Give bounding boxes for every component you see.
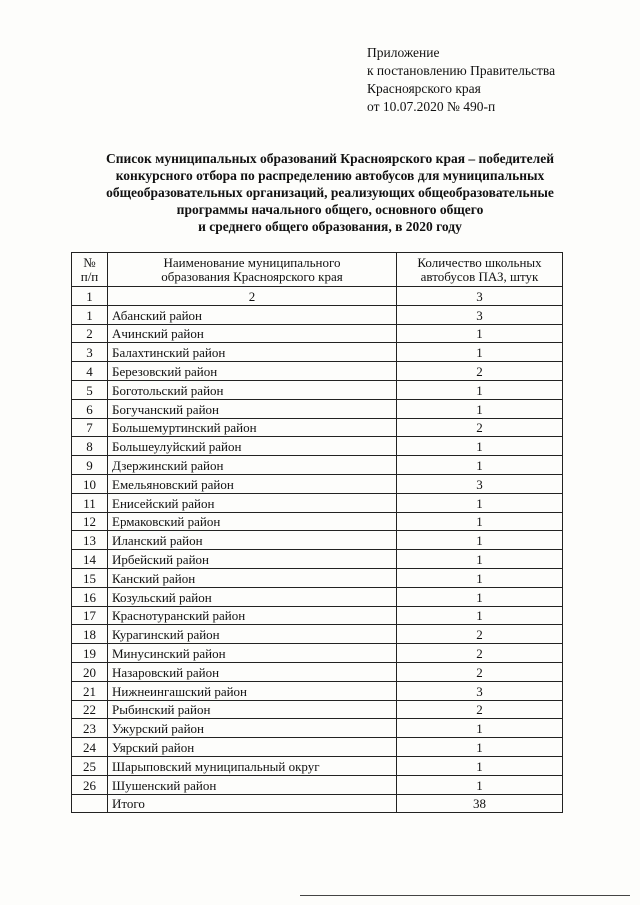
row-num: 6: [72, 399, 108, 418]
row-name: Ирбейский район: [108, 550, 397, 569]
row-count: 3: [397, 681, 563, 700]
row-count: 3: [397, 474, 563, 493]
row-name: Большемуртинский район: [108, 418, 397, 437]
row-count: 1: [397, 343, 563, 362]
row-count: 1: [397, 719, 563, 738]
table-row: [72, 550, 563, 569]
row-num: [72, 794, 108, 813]
row-num: 20: [72, 662, 108, 681]
row-num: 17: [72, 606, 108, 625]
row-num: 16: [72, 587, 108, 606]
title-line: конкурсного отбора по распределению автобусов для муниципальных: [115, 168, 545, 183]
row-name: Дзержинский район: [108, 456, 397, 475]
appendix-line: к постановлению Правительства: [367, 63, 556, 78]
row-num: 23: [72, 719, 108, 738]
title-line: и среднего общего образования, в 2020 году: [198, 219, 462, 234]
row-num: 10: [72, 474, 108, 493]
row-num: 2: [72, 324, 108, 343]
row-num: 22: [72, 700, 108, 719]
row-count: 1: [397, 380, 563, 399]
column-number-row: [72, 287, 563, 306]
row-num: 8: [72, 437, 108, 456]
row-name: Ачинский район: [108, 324, 397, 343]
title-line: Список муниципальных образований Красноярского края – победителей: [105, 151, 555, 166]
row-num: 25: [72, 756, 108, 775]
header-name-line1: Наименование муниципального: [163, 254, 341, 270]
table-row: [72, 512, 563, 531]
row-num: 19: [72, 644, 108, 663]
row-name: Краснотуранский район: [108, 606, 397, 625]
row-num: 11: [72, 493, 108, 512]
row-count: 1: [397, 456, 563, 475]
table-row: [72, 399, 563, 418]
row-num: 4: [72, 362, 108, 381]
row-count: 1: [397, 512, 563, 531]
table-row: [72, 662, 563, 681]
row-count: 1: [397, 568, 563, 587]
row-name: Боготольский район: [108, 380, 397, 399]
header-count: [397, 253, 563, 287]
table-row: [72, 380, 563, 399]
header-num-line2: п/п: [80, 268, 99, 284]
row-num: 18: [72, 625, 108, 644]
row-num: 26: [72, 775, 108, 794]
row-num: 12: [72, 512, 108, 531]
appendix-line: Приложение: [367, 45, 440, 60]
row-name: Богучанский район: [108, 399, 397, 418]
row-name: Березовский район: [108, 362, 397, 381]
table-row: [72, 343, 563, 362]
row-name: Нижнеингашский район: [108, 681, 397, 700]
table-row: [72, 606, 563, 625]
header-count-line1: Количество школьных: [417, 254, 542, 270]
table-row: [72, 681, 563, 700]
row-name: Рыбинский район: [108, 700, 397, 719]
row-num: 1: [72, 305, 108, 324]
row-count: 2: [397, 362, 563, 381]
title-line: общеобразовательных организаций, реализующих общеобразовательные: [106, 185, 554, 200]
row-num: 14: [72, 550, 108, 569]
row-count: 1: [397, 531, 563, 550]
bottom-divider: [300, 895, 630, 896]
row-count: 1: [397, 550, 563, 569]
table-header-row: [72, 253, 563, 287]
appendix-line: от 10.07.2020 № 490-п: [367, 99, 496, 114]
table-row: [72, 587, 563, 606]
table-row: [72, 738, 563, 757]
table-row: [72, 644, 563, 663]
row-num: 21: [72, 681, 108, 700]
appendix-line: Красноярского края: [367, 81, 481, 96]
row-count: 1: [397, 493, 563, 512]
table-row: [72, 756, 563, 775]
row-count: 1: [397, 756, 563, 775]
row-count: 1: [397, 437, 563, 456]
row-count: 1: [397, 606, 563, 625]
row-count: 3: [397, 305, 563, 324]
row-num: 9: [72, 456, 108, 475]
row-name: Шушенский район: [108, 775, 397, 794]
row-name: Канский район: [108, 568, 397, 587]
row-name: Большеулуйский район: [108, 437, 397, 456]
table-row: [72, 493, 563, 512]
row-count: 1: [397, 738, 563, 757]
table-row: [72, 324, 563, 343]
row-count: 1: [397, 775, 563, 794]
column-number: 1: [72, 287, 108, 306]
row-name: Енисейский район: [108, 493, 397, 512]
table-row: [72, 418, 563, 437]
header-name-line2: образования Красноярского края: [161, 268, 343, 284]
header-name: [108, 253, 397, 287]
table-row: [72, 531, 563, 550]
table-row: [72, 437, 563, 456]
row-count: 2: [397, 625, 563, 644]
table-total-row: [72, 794, 563, 813]
row-name: Шарыповский муниципальный округ: [108, 756, 397, 775]
row-name: Ужурский район: [108, 719, 397, 738]
column-number: 3: [397, 287, 563, 306]
row-name: Балахтинский район: [108, 343, 397, 362]
appendix-block: [367, 44, 555, 116]
row-name: Назаровский район: [108, 662, 397, 681]
row-count: 1: [397, 324, 563, 343]
municipalities-table: [71, 252, 563, 813]
row-name: Абанский район: [108, 305, 397, 324]
row-name: Иланский район: [108, 531, 397, 550]
header-count-line2: автобусов ПАЗ, штук: [420, 268, 539, 284]
row-num: 24: [72, 738, 108, 757]
row-name: Козульский район: [108, 587, 397, 606]
row-num: 5: [72, 380, 108, 399]
table-row: [72, 700, 563, 719]
row-num: 13: [72, 531, 108, 550]
table-row: [72, 719, 563, 738]
header-num: [72, 253, 108, 287]
row-num: 3: [72, 343, 108, 362]
header-num-line1: №: [83, 254, 96, 270]
row-num: 7: [72, 418, 108, 437]
table-row: [72, 625, 563, 644]
row-count: 2: [397, 644, 563, 663]
table-row: [72, 305, 563, 324]
row-name: Курагинский район: [108, 625, 397, 644]
title-line: программы начального общего, основного общего: [176, 202, 484, 217]
row-name: Уярский район: [108, 738, 397, 757]
row-count: 1: [397, 399, 563, 418]
row-count: 1: [397, 587, 563, 606]
row-count: 38: [397, 794, 563, 813]
table-row: [72, 474, 563, 493]
row-count: 2: [397, 662, 563, 681]
document-title: [60, 150, 600, 235]
row-name: Итого: [108, 794, 397, 813]
table-row: [72, 775, 563, 794]
row-name: Емельяновский район: [108, 474, 397, 493]
row-name: Ермаковский район: [108, 512, 397, 531]
row-count: 2: [397, 700, 563, 719]
table-row: [72, 362, 563, 381]
table-row: [72, 568, 563, 587]
row-count: 2: [397, 418, 563, 437]
table-row: [72, 456, 563, 475]
row-name: Минусинский район: [108, 644, 397, 663]
row-num: 15: [72, 568, 108, 587]
column-number: 2: [108, 287, 397, 306]
